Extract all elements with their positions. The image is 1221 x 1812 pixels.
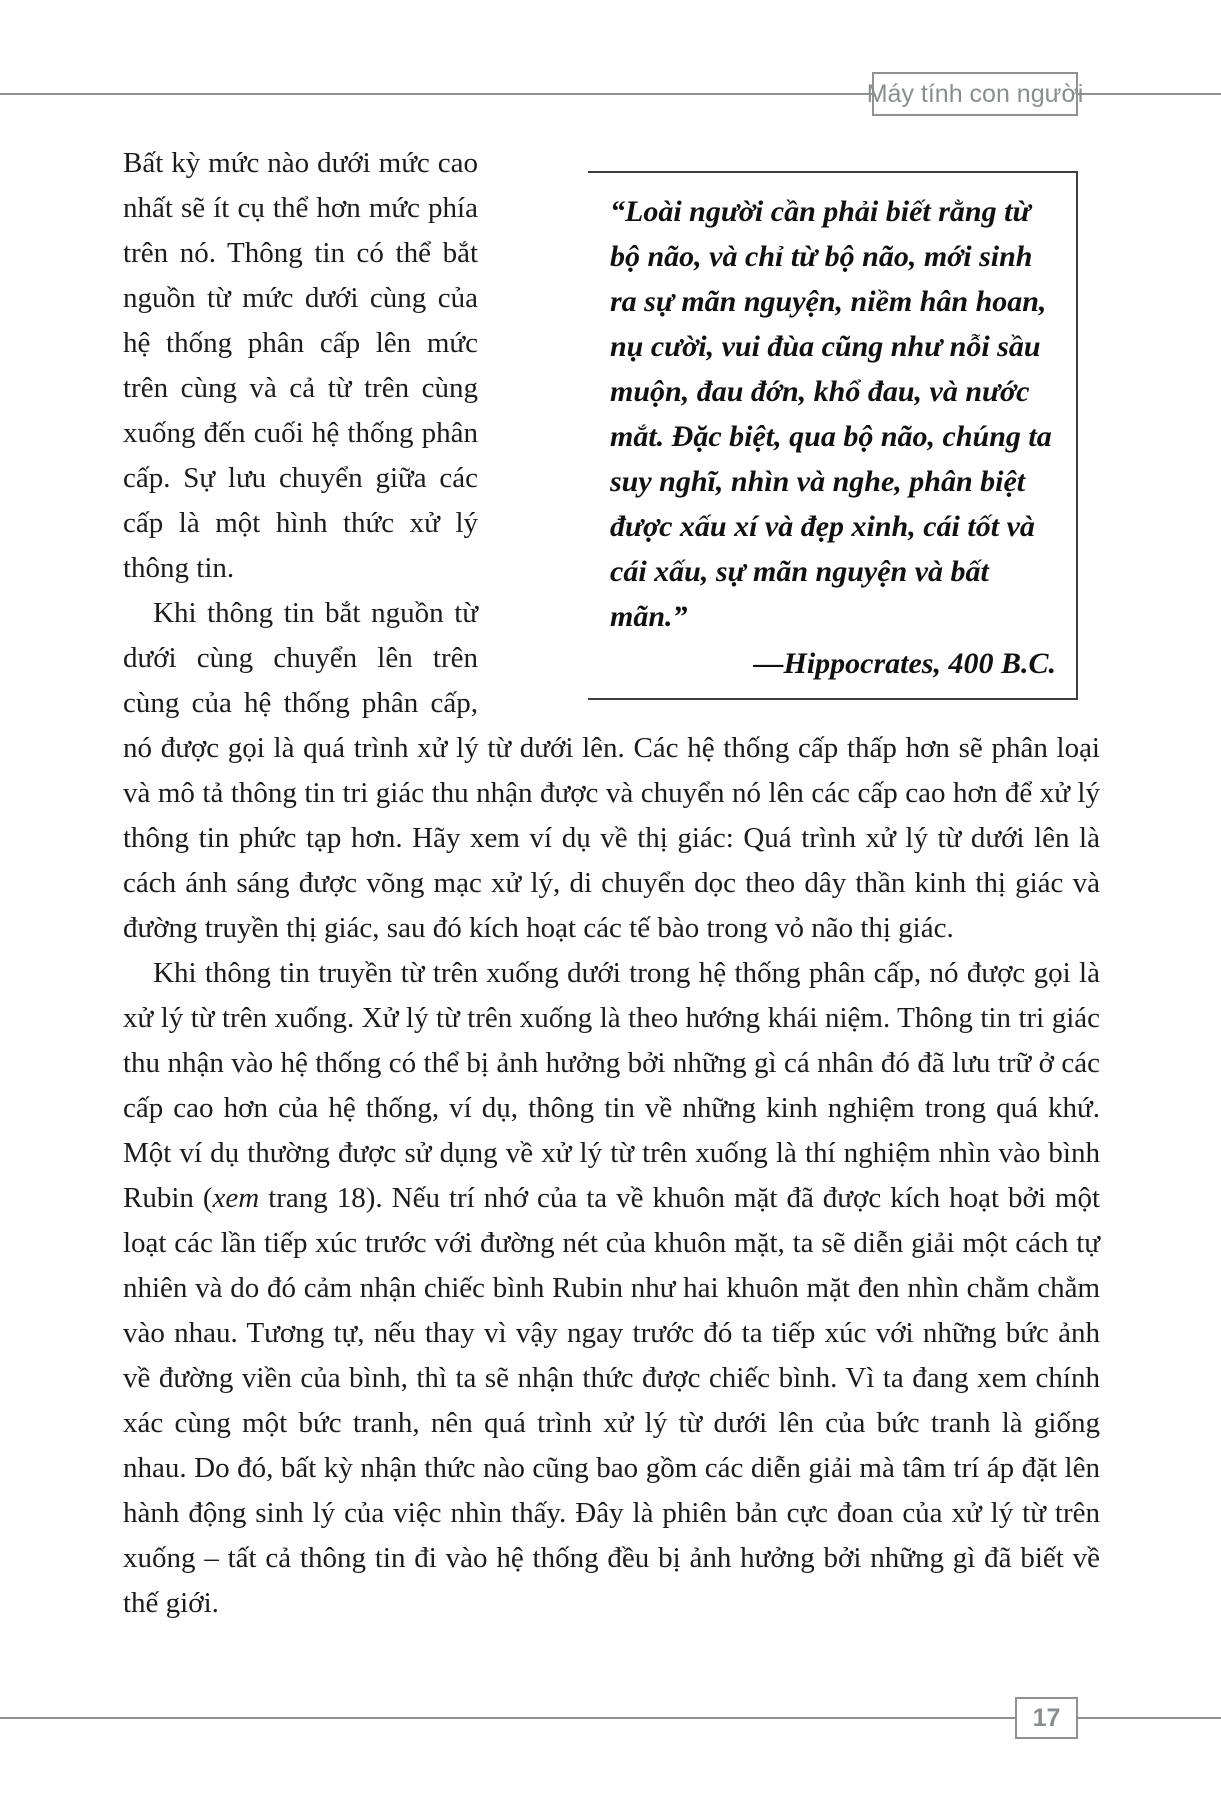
page-number-box [1015,1697,1078,1739]
page-body [123,141,1100,1626]
quote-text: “Loài người cần phải biết rằng từ bộ não, và chỉ từ bộ não, mới sinh ra sự mãn nguyện, niềm hân hoan, nụ cười, vui đùa cũng như nỗi sầu muộn, đau đớn, khổ đau, và nước mắt. Đặc biệt, qua bộ não, chúng ta suy nghĩ, nhìn và nghe, phân biệt được xấu xí và đẹp xinh, cái tốt và cái xấu, sự mãn nguyện và bất mãn.” [610,195,1052,633]
paragraph-text: Bất kỳ mức nào dưới mức cao nhất sẽ ít cụ thể hơn mức phía trên nó. Thông tin có thể bắt nguồn từ mức dưới cùng của hệ thống phân cấp lên mức trên cùng và cả từ trên cùng xuống đến cuối hệ thống phân cấp. Sự lưu chuyển giữa các cấp là một hình thức xử lý thông tin. [123,147,478,584]
running-head-label: Máy tính con người [866,79,1084,108]
running-head-box [866,72,1084,116]
quote-box [588,171,1078,700]
quote-attribution: —Hippocrates, 400 B.C. [753,647,1056,680]
page-number: 17 [1032,1703,1061,1732]
paragraph-italic-text: xem [212,1182,260,1214]
body-paragraph-3 [123,951,1100,1626]
paragraph-text: Khi thông tin truyền từ trên xuống dưới trong hệ thống phân cấp, nó được gọi là xử lý từ trên xuống. Xử lý từ trên xuống là theo hướng khái niệm. Thông tin tri giác thu nhận vào hệ thống có thể bị ảnh hưởng bởi những gì cá nhân đó đã lưu trữ ở các cấp cao hơn của hệ thống, ví dụ, thông tin về những kinh nghiệm trong quá khứ. Một ví dụ thường được sử dụng về xử lý từ trên xuống là thí nghiệm nhìn vào bình Rubin ( [123,957,1100,1214]
paragraph-text: Khi thông tin bắt nguồn từ dưới cùng chuyển lên trên cùng của hệ thống phân cấp, nó được gọi là quá trình xử lý từ dưới lên. Các hệ thống cấp thấp hơn sẽ phân loại và mô tả thông tin tri giác thu nhận được và chuyển nó lên các cấp cao hơn để xử lý thông tin phức tạp hơn. Hãy xem ví dụ về thị giác: Quá trình xử lý từ dưới lên là cách ánh sáng được võng mạc xử lý, di chuyển dọc theo dây thần kinh thị giác và đường truyền thị giác, sau đó kích hoạt các tế bào trong vỏ não thị giác. [123,597,1100,944]
paragraph-text: trang 18). Nếu trí nhớ của ta về khuôn mặt đã được kích hoạt bởi một loạt các lần tiếp xúc trước với đường nét của khuôn mặt, ta sẽ diễn giải một cách tự nhiên và do đó cảm nhận chiếc bình Rubin như hai khuôn mặt đen nhìn chằm chằm vào nhau. Tương tự, nếu thay vì vậy ngay trước đó ta tiếp xúc với những bức ảnh về đường viền của bình, thì ta sẽ nhận thức được chiếc bình. Vì ta đang xem chính xác cùng một bức tranh, nên quá trình xử lý từ dưới lên của bức tranh là giống nhau. Do đó, bất kỳ nhận thức nào cũng bao gồm các diễn giải mà tâm trí áp đặt lên hành động sinh lý của việc nhìn thấy. Đây là phiên bản cực đoan của xử lý từ trên xuống – tất cả thông tin đi vào hệ thống đều bị ảnh hưởng bởi những gì đã biết về thế giới. [123,1182,1101,1619]
